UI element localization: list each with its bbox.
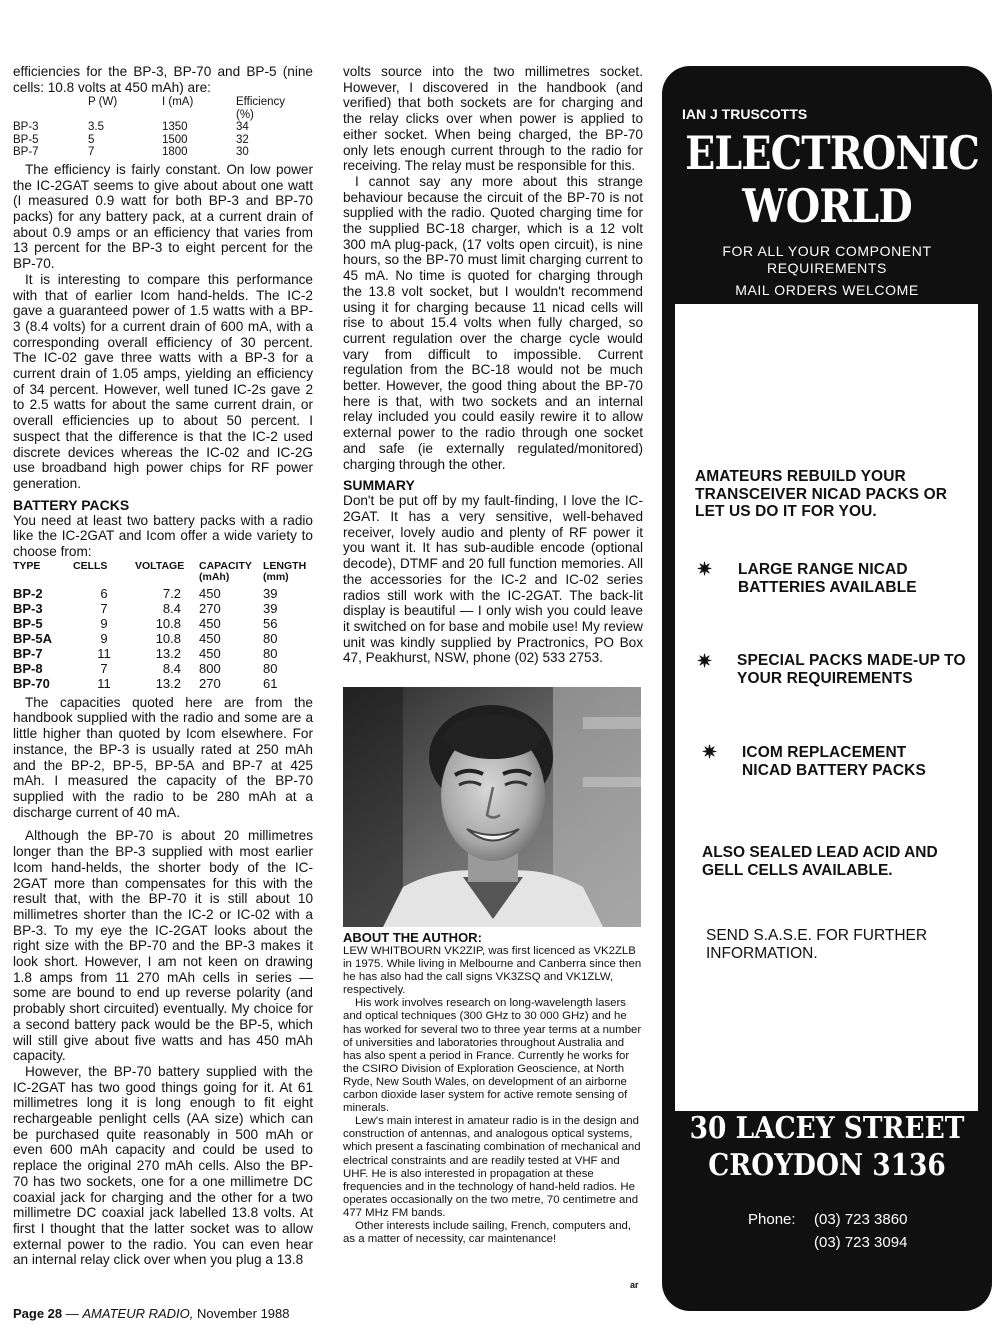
table-cell: 7 [88,146,95,159]
ad-bullet-item: LARGE RANGE NICAD BATTERIES AVAILABLE [738,561,917,596]
table-cell: 7 [100,660,108,676]
paragraph: You need at least two battery packs with a radio like the IC-2GAT and Icom offer a wide variety to choose from: [13,512,313,560]
ad-mail-orders: MAIL ORDERS WELCOME [735,282,919,298]
table-row [13,676,313,691]
ad-tagline: FOR ALL YOUR COMPONENT REQUIREMENTS [722,243,932,276]
table-cell: 56 [263,615,278,631]
author-paragraph: His work involves research on long-wavelength lasers and optical techniques (300 GHz to 30 000 GHz) and he has worked for several two to three year terms at a number of universities and laboratories throughout Australia and has also spent a period in France. Currently he works for the CSIRO Division of Exploration Geoscience, at North Ryde, New South Wales, on development of an airborne carbon dioxide laser system for active remote sensing of minerals. [343,997,642,1115]
table-cell: 7.2 [162,585,181,601]
ad-white-panel [675,304,978,1111]
table-cell: 8.4 [162,660,181,676]
table-cell: 32 [236,133,249,146]
ad-header [662,66,992,304]
section-heading-battery-packs: BATTERY PACKS [13,496,130,513]
table-row [13,134,298,147]
ad-phone-number: (03) 723 3860 [814,1211,908,1228]
table-cell: BP-70 [13,675,50,691]
asterisk-icon: ✷ [697,559,713,579]
table-cell: 13.2 [155,645,181,661]
section-heading-summary: SUMMARY [343,477,415,494]
table-header-row [13,561,313,586]
table-row [13,146,298,159]
table-header-cell: I (mA) [162,96,194,109]
table-header-cell: TYPE [13,559,41,572]
paragraph: volts source into the two millimetres socket. However, I discovered in the handbook (and verified) that both sockets are for charging and the relay clicks over when power is applied to either socket. When being charged, the BP-70 only lets enough current through to the radio for receiving. The relay must be responsible for this. [343,64,643,174]
table-cell: 10.8 [155,630,181,646]
ad-bullet-item: ICOM REPLACEMENT NICAD BATTERY PACKS [742,744,926,779]
author-paragraph: LEW WHITBOURN VK2ZIP, was first licenced as VK2ZLB in 1975. While living in Melbourne and Canberra since then he has also had the call signs VK3ZSQ and VK1ZLW, respectively. [343,945,642,997]
author-photo [343,687,641,927]
table-cell: 1350 [162,121,188,134]
table-cell: BP-3 [13,121,39,134]
table-header-cell: LENGTH (mm) [263,559,307,584]
table-cell: BP-2 [13,585,43,601]
end-mark: ar [630,1280,639,1290]
table-cell: 9 [100,630,108,646]
table-header-cell: CAPACITY (mAh) [199,559,252,584]
ad-sase-note: SEND S.A.S.E. FOR FURTHER INFORMATION. [706,927,928,962]
table-cell: 270 [199,675,221,691]
ad-phone-label: Phone: [748,1211,796,1228]
table-cell: 800 [199,660,221,676]
efficiency-table [13,96,298,159]
paragraph: Although the BP-70 is about 20 millimetres longer than the BP-3 supplied with most earlier Icom hand-helds, the shorter body of the IC-2GAT more than compensates for this with the result that, with the BP-70 it is still about 10 millimetres shorter than the IC-2 or IC-02 with a BP-3. To my eye the IC-2GAT looks about the right size with the BP-70 and the BP-3 makes it look short. However, I am not keen on drawing 1.8 amps from 11 270 mAh cells in series — some are bound to end up reverse polarity (and probably short circuited) eventually. My choice for a second battery pack would be the BP-5, which will still give about five watts and has 450 mAh capacity. [13,828,313,1064]
paragraph: efficiencies for the BP-3, BP-70 and BP-5 (nine cells: 10.8 volts at 450 mAh) are: [13,64,313,95]
advertisement-electronic-world [662,66,992,1311]
table-cell: 13.2 [155,675,181,691]
table-cell: 7 [100,600,108,616]
table-header-cell: Efficiency (%) [236,96,286,121]
table-cell: 9 [100,615,108,631]
paragraph: However, the BP-70 battery supplied with the IC-2GAT has two good things going for it. At 61 millimetres long it is long enough to fit eight rechargeable penlight cells (AA size) which can be purchased quite reasonably in 500 mAh or even 600 mAh capacity and could be used to replace the original 270 mAh cells. Also the BP-70 has two sockets, one for a one millimetre DC coaxial jack for charging and the other for a two millimetre DC coaxial jack labelled 13.8 volts. At first I thought that the latter socket was to allow external power to the radio. You can even hear an internal relay click over when you plug a 13.8 [13,1063,313,1268]
table-cell: 10.8 [155,615,181,631]
paragraph: I cannot say any more about this strange behaviour because the circuit of the BP-70 is not supplied with the radio. Quoted charging time for the supplied BC-18 charger, which is a 12 volt 300 mA plug-pack, (17 volts open circuit), is nine hours, so the BP-70 must limit charging current to 45 mA. No time is quoted for charging through the 13.8 volt socket, but I wouldn't recommend using it for charging because 11 nicad cells will rise to about 15.4 volts when fully charged, so current regulation over the charge cycle would vary from difficult to impossible. Current regulation from the BC-18 would not be much better. However, the good thing about the BP-70 here is that, with two sockets and an internal relay included you could easily rewire it to allow external power to the radio through one socket and safe (ie externally regulated/monitored) charging through the other. [343,173,643,472]
table-cell: 450 [199,585,221,601]
table-cell: 80 [263,630,278,646]
table-cell: 6 [100,585,108,601]
table-row [13,601,313,616]
table-cell: 34 [236,121,249,134]
table-cell: 39 [263,600,278,616]
table-header-cell [13,96,88,121]
table-cell: BP-8 [13,660,43,676]
table-header-cell: CELLS [73,559,108,572]
author-heading: ABOUT THE AUTHOR: [343,930,482,945]
table-cell: 80 [263,645,278,661]
ad-title-line-2: WORLD [742,179,912,233]
author-paragraph: Lew's main interest in amateur radio is in the design and construction of antennas, and analogous optical systems, which present a fascinating combination of mechanical and electrical constraints and are readily tested at VHF and UHF. He is also interested in propagation at these frequencies and in the technology of hand-held radios. He operates occasionally on the two metre, 70 centimetre and 477 MHz FM bands. [343,1115,641,1219]
ad-title-line-1: ELECTRONIC [685,126,980,180]
asterisk-icon: ✷ [697,651,713,671]
paragraph: The efficiency is fairly constant. On low power the IC-2GAT seems to give about about one watt (I measured 0.9 watt for both BP-3 and BP-70 packs) for any battery pack, at a current drain of about 0.9 amps or an efficiency that varies from 13 percent for the BP-3 to eight percent for the BP-70. [13,161,313,272]
paragraph: Don't be put off by my fault-finding, I love the IC-2GAT. It has a very sensitive, well-behaved receiver, lovely audio and plenty of RF power it you want it. It has sub-audible encode (optional decode), DTMF and 20 full function memories. All the accessories for the IC-2 and IC-02 series radios still work with the IC-2GAT. The back-lit display is beautiful — I only wish you could leave it switched on for base and mobile use! My review unit was kindly supplied by Practronics, PO Box 47, Peakhurst, NSW, phone (02) 533 2753. [343,493,643,666]
paragraph: The capacities quoted here are from the handbook supplied with the radio and some are a little higher than quoted by Icom elsewhere. For instance, the BP-3 is usually rated at 250 mAh and the BP-2, BP-5, BP-5A and BP-7 at 425 mAh. I measured the capacity of the BP-70 supplied with the radio to be 280 mAh at a discharge current of 40 mA. [13,694,313,820]
table-row [13,646,313,661]
table-header-row [13,96,298,121]
table-cell: 450 [199,645,221,661]
table-header-cell: VOLTAGE [135,559,185,572]
table-cell: BP-5 [13,133,39,146]
article-column-2 [343,64,643,666]
page-number: Page 28 [13,1306,63,1321]
table-cell: BP-5 [13,615,43,631]
about-the-author [343,931,643,1246]
table-row [13,616,313,631]
table-header-cell: P (W) [88,96,118,109]
table-cell: 5 [88,133,95,146]
ad-headline: AMATEURS REBUILD YOUR TRANSCEIVER NICAD PACKS OR LET US DO IT FOR YOU. [695,468,948,520]
ad-also-available: ALSO SEALED LEAD ACID AND GELL CELLS AVAILABLE. [702,844,938,879]
ad-city: CROYDON 3136 [708,1148,946,1183]
table-cell: BP-7 [13,146,39,159]
author-paragraph: Other interests include sailing, French, computers and, as a matter of necessity, car maintenance! [343,1219,632,1246]
table-row [13,661,313,676]
table-cell: 1800 [162,146,188,159]
magazine-name: AMATEUR RADIO, [82,1306,194,1321]
page-footer [13,1306,290,1321]
table-cell: 30 [236,146,249,159]
article-column-1 [13,64,313,1268]
ad-proprietor: IAN J TRUSCOTTS [682,106,808,122]
table-cell: 61 [263,675,278,691]
battery-pack-table [13,561,313,691]
table-row [13,121,298,134]
table-row [13,586,313,601]
footer-dash: — [62,1306,83,1321]
ad-bullet-item: SPECIAL PACKS MADE-UP TO YOUR REQUIREMENTS [737,652,966,687]
table-cell: BP-5A [13,630,53,646]
ad-street-address: 30 LACEY STREET [689,1111,965,1146]
ad-phone-number: (03) 723 3094 [814,1234,908,1251]
table-cell: 8.4 [162,600,181,616]
table-cell: 11 [97,675,111,691]
table-cell: 80 [263,660,278,676]
table-cell: 1500 [162,133,188,146]
table-cell: 11 [97,645,111,661]
asterisk-icon: ✷ [702,742,718,762]
table-cell: BP-3 [13,600,43,616]
table-cell: 450 [199,630,221,646]
paragraph: It is interesting to compare this performance with that of earlier Icom hand-helds. The IC-2 gave a guaranteed power of 1.5 watts with a BP-3 (8.4 volts) for a current drain of 600 mA, with a corresponding overall efficiency of 30 percent. The IC-02 gave three watts with a BP-3 for a current drain of 1.05 amps, yielding an efficiency of 34 percent. However, well tuned IC-2s gave 2 to 2.5 watts for about the same current drain, or overall efficiencies up to about 50 percent. I suspect that the difference is that the IC-2 used discrete devices whereas the IC-02 and IC-2G use broadband high power chips for RF power generation. [13,271,313,491]
table-cell: 450 [199,615,221,631]
table-cell: 39 [263,585,278,601]
table-row [13,631,313,646]
table-cell: 3.5 [88,121,104,134]
table-cell: BP-7 [13,645,43,661]
table-cell: 270 [199,600,221,616]
issue-date: November 1988 [193,1306,290,1321]
